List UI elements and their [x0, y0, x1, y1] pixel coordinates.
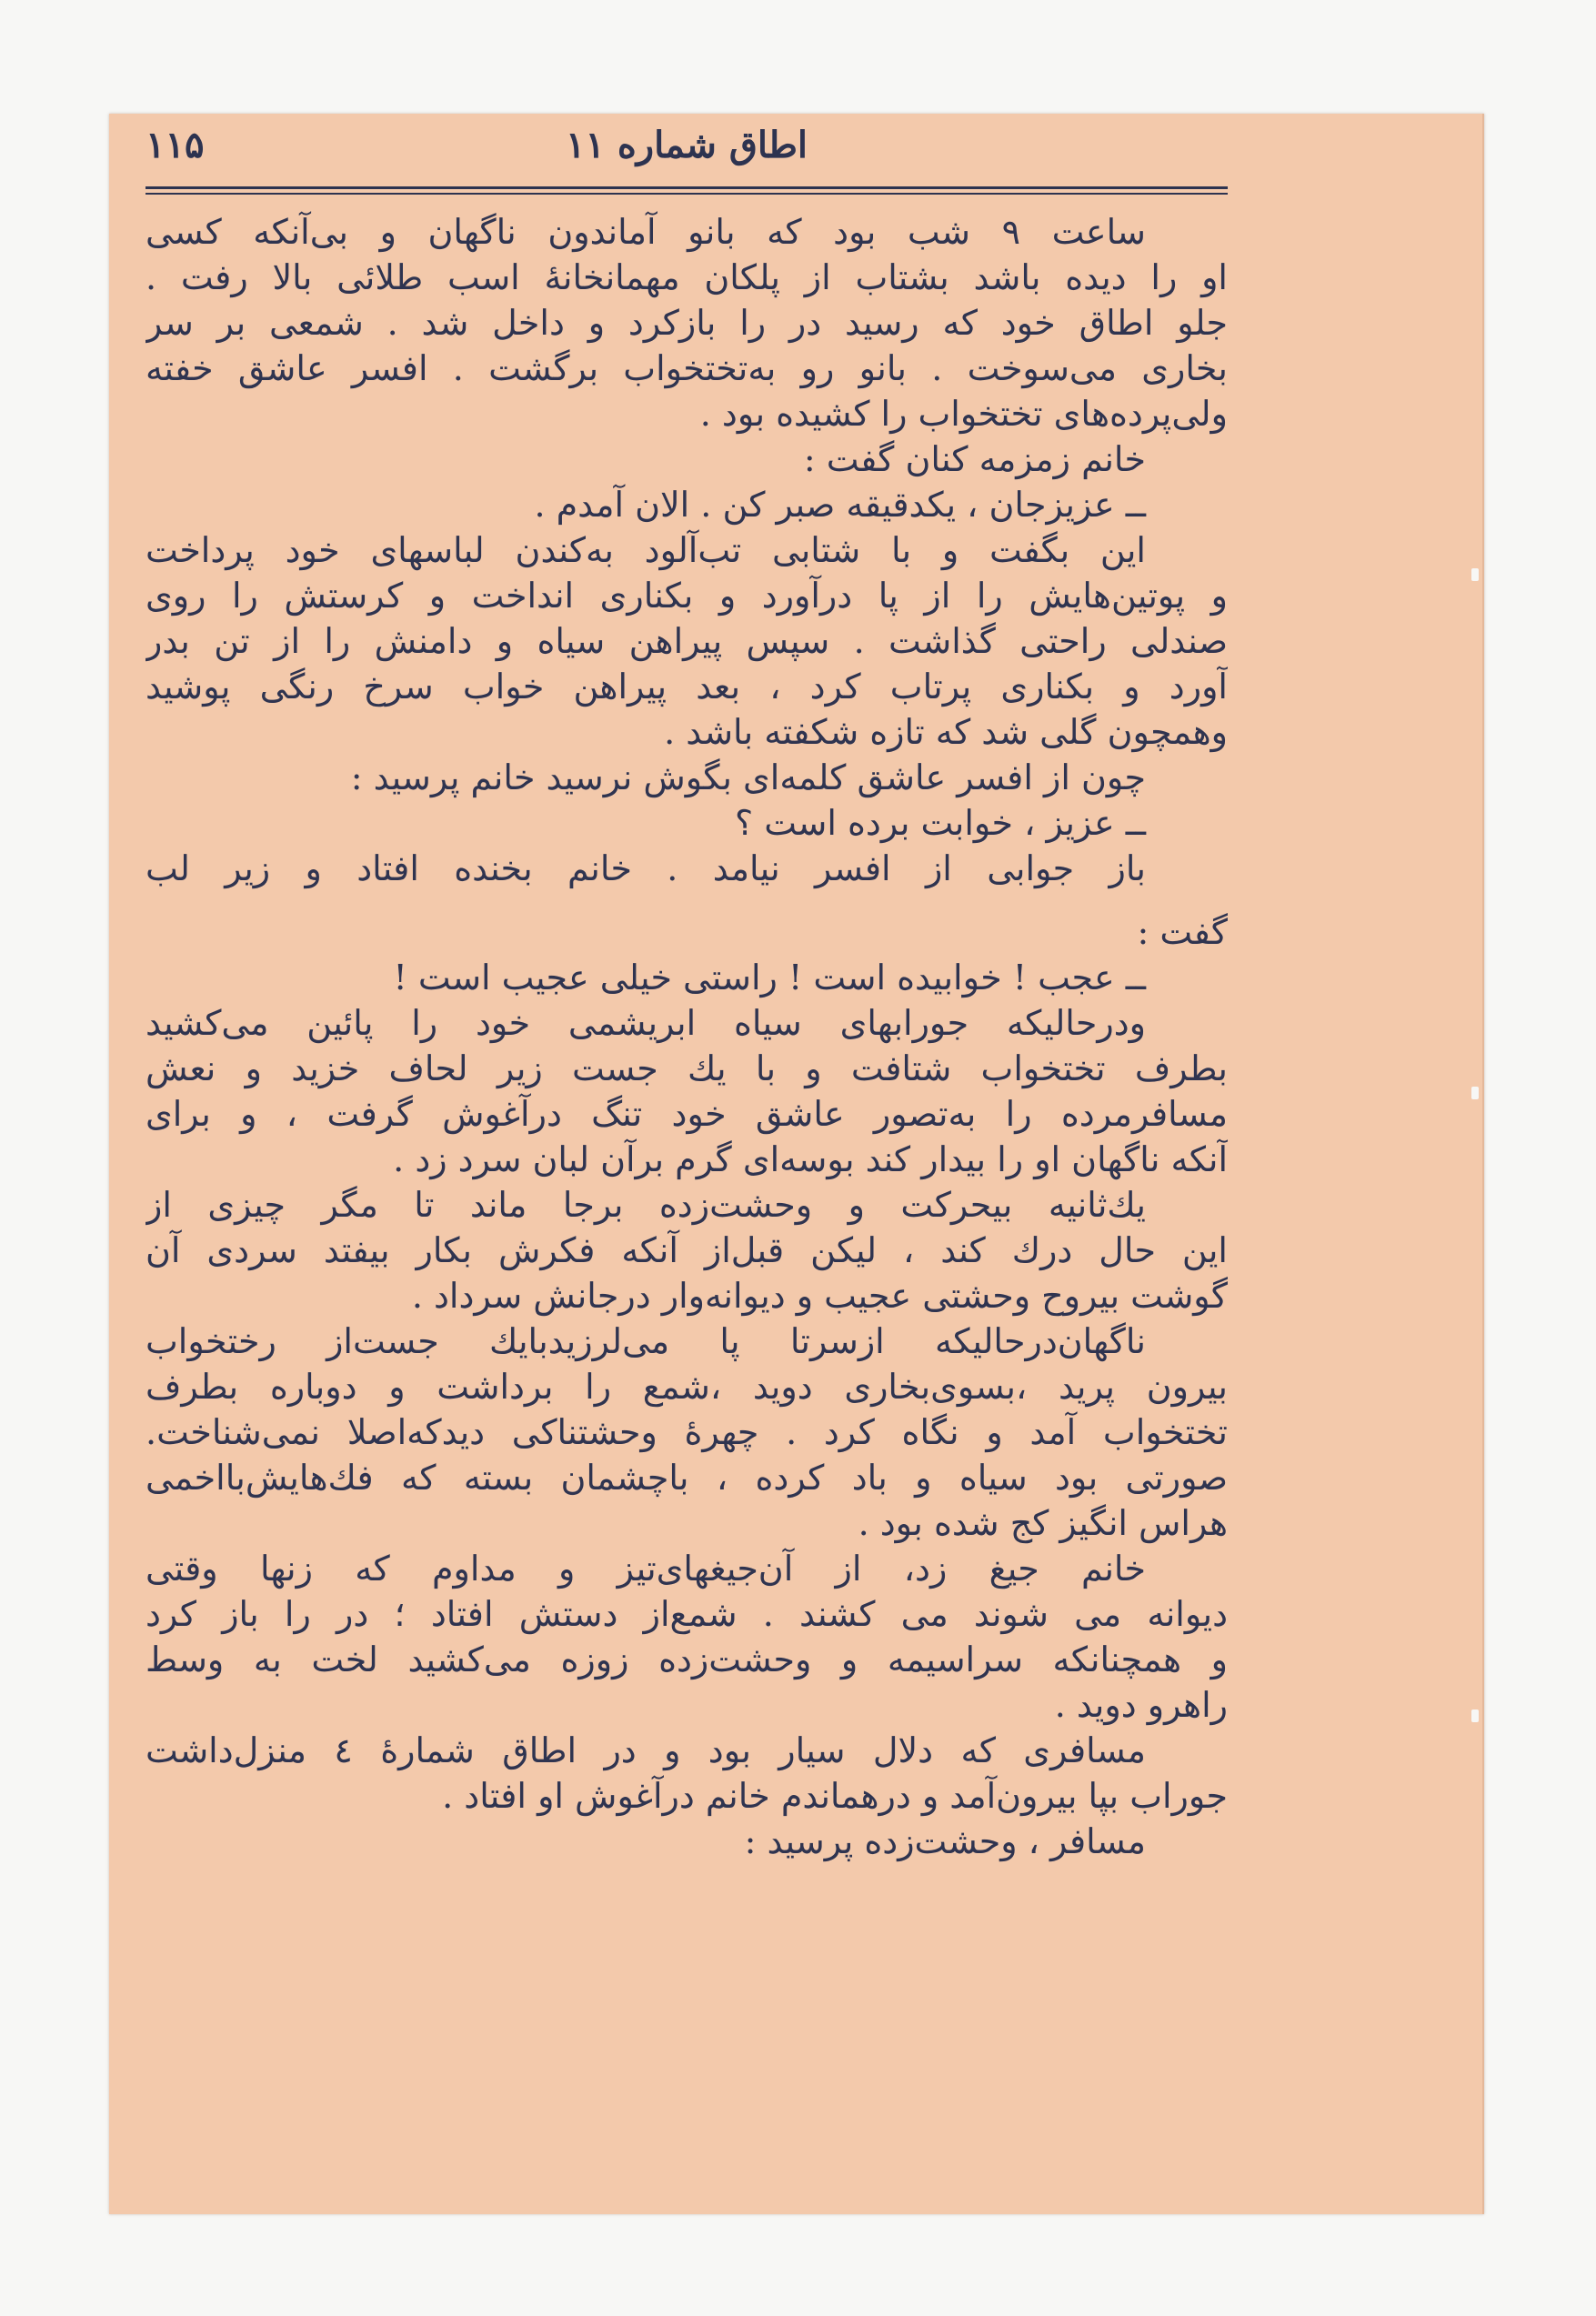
text-line: این بگفت و با شتابی تب‌آلود به‌کندن لباسهای خود پرداخت — [146, 530, 1146, 570]
binding-hole — [1471, 568, 1479, 581]
header-rule — [146, 186, 1228, 195]
text-line: راهرو دوید . — [1054, 1685, 1228, 1725]
text-line: ــ عزیزجان ، یکدقیقه صبر کن . الان آمدم . — [534, 485, 1146, 525]
text-line: ــ عزیز ، خوابت برده است ؟ — [734, 803, 1146, 843]
text-line: مسافری که دلال سیار بود و در اطاق شمارهٔ ٤ منزل‌داشت — [146, 1730, 1146, 1770]
text-line: یك‌ثانیه بیحرکت و وحشت‌زده برجا ماند تا مگر چیزی از — [146, 1185, 1146, 1225]
running-header — [146, 118, 1228, 186]
text-line: مسافر ، وحشت‌زده پرسید : — [744, 1821, 1146, 1861]
text-line: دیوانه می شوند می کشند . شمع‌از دستش افتاد ؛ در را باز کرد — [146, 1594, 1228, 1634]
text-line: بخاری می‌سوخت . بانو رو به‌تختخواب برگشت . افسر عاشق خفته — [146, 348, 1228, 388]
text-line: بیرون پرید ،بسوی‌بخاری دوید ،شمع را برداشت و دوباره بطرف — [146, 1367, 1228, 1407]
text-line: گفت : — [1137, 912, 1228, 952]
text-line: مسافرمرده را به‌تصور عاشق خود تنگ درآغوش گرفت ، و برای — [146, 1094, 1228, 1134]
text-line: خانم زمزمه کنان گفت : — [803, 439, 1146, 479]
page-number: ۱۱۵ — [146, 124, 205, 166]
text-line: جوراب بپا بیرون‌آمد و درهماندم خانم درآغوش او افتاد . — [442, 1776, 1228, 1816]
text-line: صندلی راحتی گذاشت . سپس پیراهن سیاه و دامنش را از تن بدر — [146, 621, 1228, 661]
body-text — [146, 209, 1228, 1991]
text-line: و همچنانکه سراسیمه و وحشت‌زده زوزه می‌کشید لخت به وسط — [146, 1639, 1228, 1679]
text-line: ودرحالیکه جورابهای سیاه ابریشمی خود را پائین می‌کشید — [146, 1003, 1146, 1043]
text-line: گوشت بیروح وحشتی عجیب و دیوانه‌وار درجانش سرداد . — [411, 1276, 1228, 1316]
text-line: آورد و بکناری پرتاب کرد ، بعد پیراهن خواب سرخ رنگی پوشید — [146, 667, 1228, 707]
text-line: وهمچون گلی شد که تازه شکفته باشد . — [664, 712, 1228, 752]
text-line: و پوتین‌هایش را از پا درآورد و بکناری انداخت و کرستش را روی — [146, 576, 1228, 616]
header-title: اطاق شماره ۱۱ — [565, 124, 808, 166]
text-line: این حال درك کند ، لیکن قبل‌از آنکه فکرش بکار بیفتد سردی آن — [146, 1230, 1228, 1270]
text-line: هراس انگیز کج شده بود . — [858, 1503, 1228, 1543]
text-line: باز جوابی از افسر نیامد . خانم بخنده افتاد و زیر لب — [146, 848, 1146, 888]
text-line: ساعت ۹ شب بود که بانو آماندون ناگهان و بی‌آنکه کسی — [146, 212, 1146, 252]
binding-hole — [1471, 1709, 1479, 1722]
text-line: تختخواب آمد و نگاه کرد . چهرهٔ وحشتناکی دیدکه‌اصلا نمی‌شناخت. — [146, 1412, 1228, 1452]
text-line: صورتی بود سیاه و باد کرده ، باچشمان بسته که فك‌هایش‌باا‌خمی — [146, 1458, 1228, 1498]
text-line: ناگهان‌درحالیکه ازسرتا پا می‌لرزیدبایك جست‌از رختخواب — [146, 1321, 1146, 1361]
text-line: بطرف تختخواب شتافت و با یك جست زیر لحاف خزید و نعش — [146, 1048, 1228, 1088]
text-line: آنکه ناگهان او را بیدار کند بوسه‌ای گرم برآن لبان سرد زد . — [393, 1139, 1228, 1179]
text-line: چون از افسر عاشق کلمه‌ای بگوش نرسید خانم پرسید : — [350, 757, 1146, 797]
text-line: ولی‌پرده‌های تختخواب را کشیده بود . — [699, 394, 1228, 434]
text-line: خانم جیغ زد، از آن‌جیغهای‌تیز و مداوم که زنها وقتی — [146, 1549, 1146, 1589]
text-line: ــ عجب ! خوابیده است ! راستی خیلی عجیب است ! — [393, 957, 1146, 998]
binding-hole — [1471, 1087, 1479, 1099]
text-line: جلو اطاق خود که رسید در را بازکرد و داخل شد . شمعی بر سر — [146, 303, 1228, 343]
text-line: او را دیده باشد بشتاب از پلکان مهمانخانهٔ اسب طلائی بالا رفت . — [146, 257, 1228, 297]
